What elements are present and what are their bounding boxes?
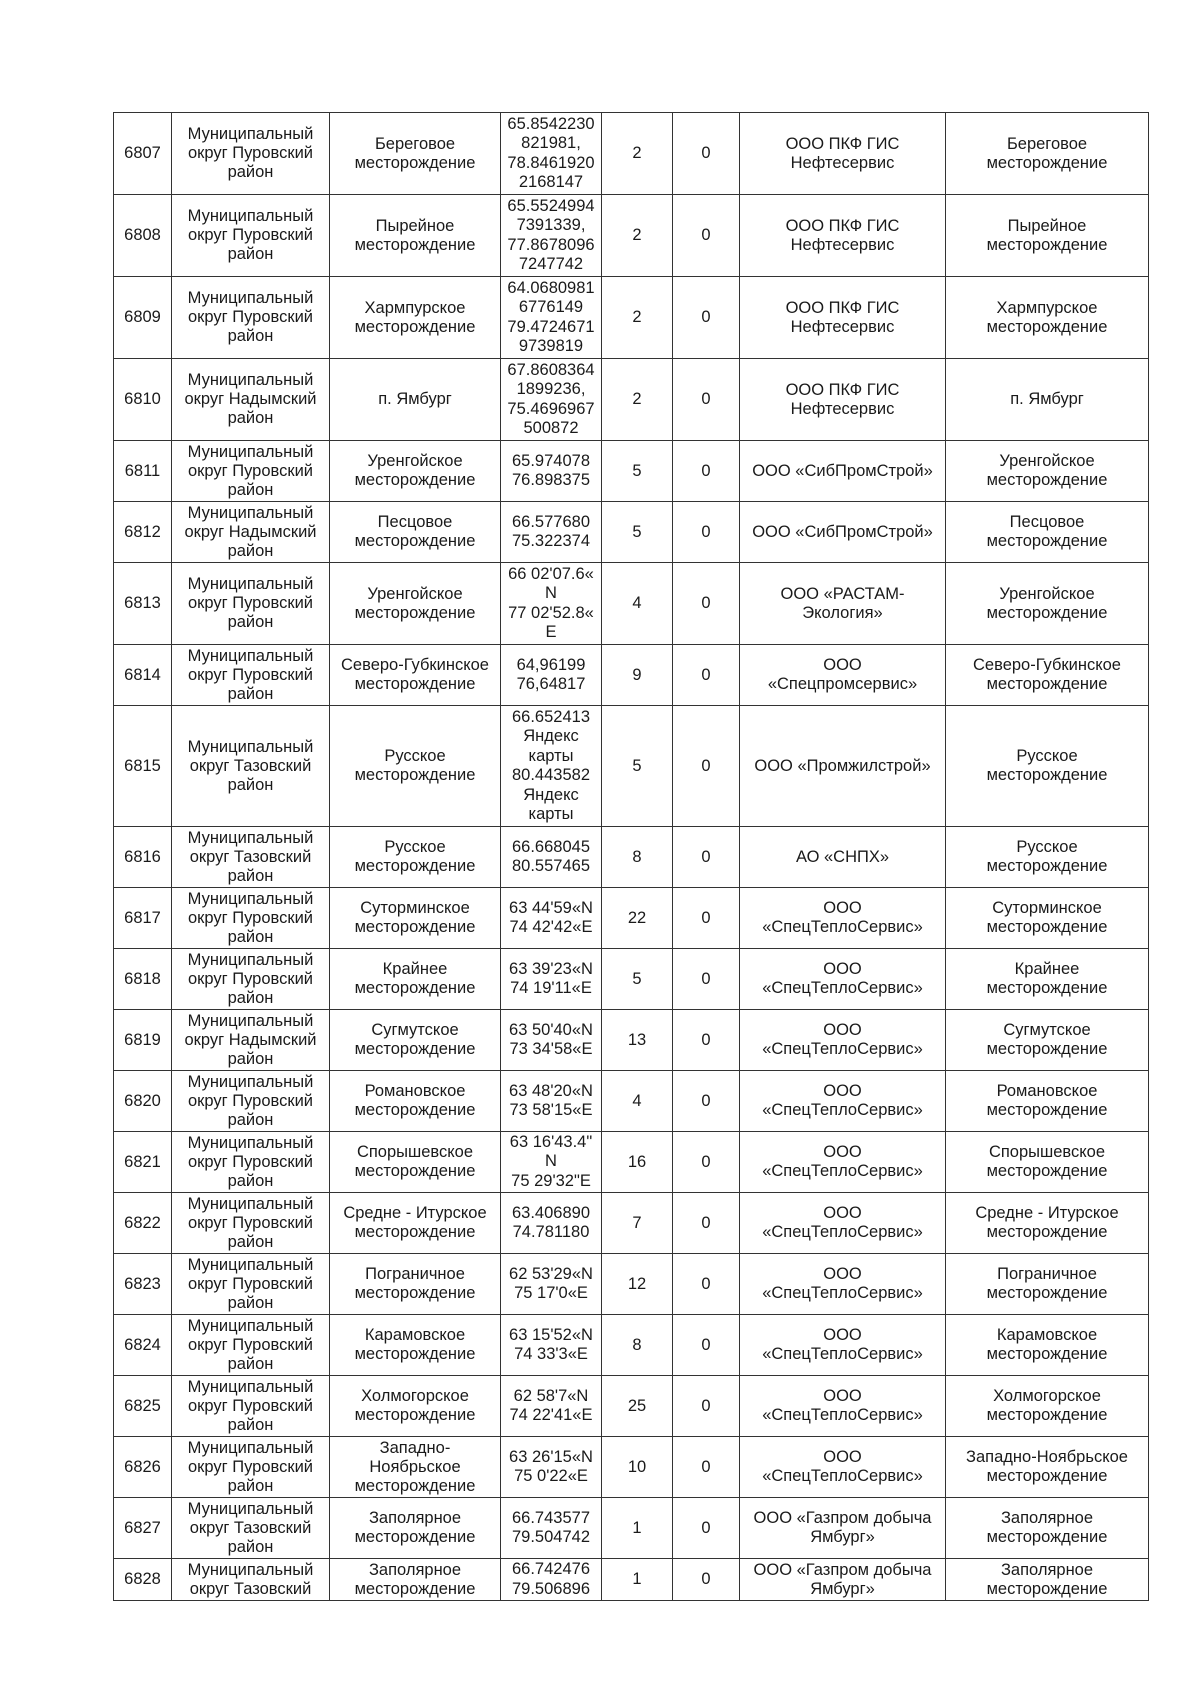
row-number: 6818 bbox=[114, 949, 172, 1010]
row-number: 6816 bbox=[114, 827, 172, 888]
coordinates-cell: 64,96199 76,64817 bbox=[501, 645, 602, 706]
place-name-cell: Уренгойское месторождение bbox=[946, 563, 1149, 645]
place-name-cell: Северо-Губкинское месторождение bbox=[946, 645, 1149, 706]
row-number: 6815 bbox=[114, 706, 172, 827]
district-cell: Муниципальный округ Пуровский район bbox=[172, 645, 330, 706]
zero-value-cell: 0 bbox=[673, 195, 740, 277]
count-cell: 13 bbox=[602, 1010, 673, 1071]
coordinates-cell: 63.406890 74.781180 bbox=[501, 1193, 602, 1254]
organization-cell: ООО «Промжилстрой» bbox=[740, 706, 946, 827]
zero-value-cell: 0 bbox=[673, 563, 740, 645]
place-name-cell: Русское месторождение bbox=[946, 706, 1149, 827]
site-name-cell: Крайнее месторождение bbox=[330, 949, 501, 1010]
site-name-cell: Сугмутское месторождение bbox=[330, 1010, 501, 1071]
organization-cell: ООО «СпецТеплоСервис» bbox=[740, 1315, 946, 1376]
row-number: 6826 bbox=[114, 1437, 172, 1498]
row-number: 6821 bbox=[114, 1132, 172, 1193]
organization-cell: ООО «СибПромСтрой» bbox=[740, 441, 946, 502]
zero-value-cell: 0 bbox=[673, 113, 740, 195]
district-cell: Муниципальный округ Надымский район bbox=[172, 359, 330, 441]
table-row bbox=[114, 949, 1149, 1010]
zero-value-cell: 0 bbox=[673, 827, 740, 888]
district-cell: Муниципальный округ Пуровский район bbox=[172, 888, 330, 949]
row-number: 6817 bbox=[114, 888, 172, 949]
organization-cell: ООО «СпецТеплоСервис» bbox=[740, 949, 946, 1010]
zero-value-cell: 0 bbox=[673, 645, 740, 706]
row-number: 6811 bbox=[114, 441, 172, 502]
row-number: 6810 bbox=[114, 359, 172, 441]
row-number: 6824 bbox=[114, 1315, 172, 1376]
district-cell: Муниципальный округ Пуровский район bbox=[172, 277, 330, 359]
site-name-cell: п. Ямбург bbox=[330, 359, 501, 441]
table-row bbox=[114, 645, 1149, 706]
zero-value-cell: 0 bbox=[673, 1498, 740, 1559]
row-number: 6828 bbox=[114, 1559, 172, 1601]
zero-value-cell: 0 bbox=[673, 359, 740, 441]
place-name-cell: Спорышевское месторождение bbox=[946, 1132, 1149, 1193]
table-row bbox=[114, 1437, 1149, 1498]
zero-value-cell: 0 bbox=[673, 277, 740, 359]
district-cell: Муниципальный округ Тазовский район bbox=[172, 1498, 330, 1559]
organization-cell: АО «СНПХ» bbox=[740, 827, 946, 888]
table-row bbox=[114, 1498, 1149, 1559]
table-row bbox=[114, 1010, 1149, 1071]
coordinates-cell: 62 53'29«N 75 17'0«E bbox=[501, 1254, 602, 1315]
district-cell: Муниципальный округ Пуровский район bbox=[172, 1437, 330, 1498]
site-name-cell: Пограничное месторождение bbox=[330, 1254, 501, 1315]
district-cell: Муниципальный округ Надымский район bbox=[172, 1010, 330, 1071]
table-row bbox=[114, 441, 1149, 502]
table-body bbox=[114, 113, 1149, 1601]
coordinates-cell: 64.0680981 6776149 79.4724671 9739819 bbox=[501, 277, 602, 359]
row-number: 6827 bbox=[114, 1498, 172, 1559]
zero-value-cell: 0 bbox=[673, 502, 740, 563]
table-row bbox=[114, 359, 1149, 441]
place-name-cell: Заполярное месторождение bbox=[946, 1559, 1149, 1601]
site-name-cell: Песцовое месторождение bbox=[330, 502, 501, 563]
coordinates-cell: 63 15'52«N 74 33'3«E bbox=[501, 1315, 602, 1376]
coordinates-cell: 66.743577 79.504742 bbox=[501, 1498, 602, 1559]
zero-value-cell: 0 bbox=[673, 1071, 740, 1132]
coordinates-cell: 63 48'20«N 73 58'15«E bbox=[501, 1071, 602, 1132]
organization-cell: ООО «СпецТеплоСервис» bbox=[740, 1193, 946, 1254]
coordinates-cell: 63 39'23«N 74 19'11«E bbox=[501, 949, 602, 1010]
place-name-cell: Холмогорское месторождение bbox=[946, 1376, 1149, 1437]
organization-cell: ООО «СибПромСтрой» bbox=[740, 502, 946, 563]
site-name-cell: Русское месторождение bbox=[330, 706, 501, 827]
district-cell: Муниципальный округ Тазовский район bbox=[172, 706, 330, 827]
coordinates-cell: 63 50'40«N 73 34'58«E bbox=[501, 1010, 602, 1071]
organization-cell: ООО «РАСТАМ- Экология» bbox=[740, 563, 946, 645]
organization-cell: ООО «Газпром добыча Ямбург» bbox=[740, 1498, 946, 1559]
site-name-cell: Русское месторождение bbox=[330, 827, 501, 888]
table-row bbox=[114, 1132, 1149, 1193]
count-cell: 5 bbox=[602, 949, 673, 1010]
organization-cell: ООО ПКФ ГИС Нефтесервис bbox=[740, 195, 946, 277]
count-cell: 5 bbox=[602, 502, 673, 563]
organization-cell: ООО «СпецТеплоСервис» bbox=[740, 1254, 946, 1315]
coordinates-cell: 66 02'07.6« N 77 02'52.8« E bbox=[501, 563, 602, 645]
district-cell: Муниципальный округ Пуровский район bbox=[172, 1193, 330, 1254]
zero-value-cell: 0 bbox=[673, 888, 740, 949]
table-row bbox=[114, 195, 1149, 277]
district-cell: Муниципальный округ Пуровский район bbox=[172, 1254, 330, 1315]
count-cell: 5 bbox=[602, 706, 673, 827]
site-name-cell: Карамовское месторождение bbox=[330, 1315, 501, 1376]
row-number: 6812 bbox=[114, 502, 172, 563]
district-cell: Муниципальный округ Пуровский район bbox=[172, 1376, 330, 1437]
zero-value-cell: 0 bbox=[673, 1010, 740, 1071]
site-name-cell: Береговое месторождение bbox=[330, 113, 501, 195]
district-cell: Муниципальный округ Пуровский район bbox=[172, 113, 330, 195]
site-name-cell: Уренгойское месторождение bbox=[330, 441, 501, 502]
coordinates-cell: 66.668045 80.557465 bbox=[501, 827, 602, 888]
count-cell: 4 bbox=[602, 563, 673, 645]
zero-value-cell: 0 bbox=[673, 1315, 740, 1376]
place-name-cell: Уренгойское месторождение bbox=[946, 441, 1149, 502]
row-number: 6809 bbox=[114, 277, 172, 359]
zero-value-cell: 0 bbox=[673, 1193, 740, 1254]
place-name-cell: Хармпурское месторождение bbox=[946, 277, 1149, 359]
count-cell: 25 bbox=[602, 1376, 673, 1437]
count-cell: 7 bbox=[602, 1193, 673, 1254]
table-row bbox=[114, 1376, 1149, 1437]
row-number: 6813 bbox=[114, 563, 172, 645]
count-cell: 2 bbox=[602, 359, 673, 441]
row-number: 6825 bbox=[114, 1376, 172, 1437]
zero-value-cell: 0 bbox=[673, 1376, 740, 1437]
district-cell: Муниципальный округ Пуровский район bbox=[172, 441, 330, 502]
site-name-cell: Пырейное месторождение bbox=[330, 195, 501, 277]
organization-cell: ООО «СпецТеплоСервис» bbox=[740, 888, 946, 949]
site-name-cell: Уренгойское месторождение bbox=[330, 563, 501, 645]
zero-value-cell: 0 bbox=[673, 949, 740, 1010]
place-name-cell: Романовское месторождение bbox=[946, 1071, 1149, 1132]
zero-value-cell: 0 bbox=[673, 1437, 740, 1498]
place-name-cell: Береговое месторождение bbox=[946, 113, 1149, 195]
place-name-cell: Песцовое месторождение bbox=[946, 502, 1149, 563]
row-number: 6822 bbox=[114, 1193, 172, 1254]
place-name-cell: Русское месторождение bbox=[946, 827, 1149, 888]
zero-value-cell: 0 bbox=[673, 1254, 740, 1315]
coordinates-cell: 65.974078 76.898375 bbox=[501, 441, 602, 502]
place-name-cell: Карамовское месторождение bbox=[946, 1315, 1149, 1376]
count-cell: 10 bbox=[602, 1437, 673, 1498]
place-name-cell: Средне - Итурское месторождение bbox=[946, 1193, 1149, 1254]
district-cell: Муниципальный округ Надымский район bbox=[172, 502, 330, 563]
row-number: 6823 bbox=[114, 1254, 172, 1315]
site-name-cell: Средне - Итурское месторождение bbox=[330, 1193, 501, 1254]
count-cell: 2 bbox=[602, 195, 673, 277]
count-cell: 8 bbox=[602, 827, 673, 888]
district-cell: Муниципальный округ Пуровский район bbox=[172, 1315, 330, 1376]
table-row bbox=[114, 1193, 1149, 1254]
table-row bbox=[114, 888, 1149, 949]
place-name-cell: Заполярное месторождение bbox=[946, 1498, 1149, 1559]
organization-cell: ООО ПКФ ГИС Нефтесервис bbox=[740, 277, 946, 359]
place-name-cell: Крайнее месторождение bbox=[946, 949, 1149, 1010]
coordinates-cell: 63 44'59«N 74 42'42«E bbox=[501, 888, 602, 949]
table-row bbox=[114, 827, 1149, 888]
table-row bbox=[114, 502, 1149, 563]
organization-cell: ООО «СпецТеплоСервис» bbox=[740, 1071, 946, 1132]
zero-value-cell: 0 bbox=[673, 1132, 740, 1193]
district-cell: Муниципальный округ Пуровский район bbox=[172, 1071, 330, 1132]
table-row bbox=[114, 1315, 1149, 1376]
site-name-cell: Суторминское месторождение bbox=[330, 888, 501, 949]
organization-cell: ООО «СпецТеплоСервис» bbox=[740, 1376, 946, 1437]
count-cell: 12 bbox=[602, 1254, 673, 1315]
site-name-cell: Северо-Губкинское месторождение bbox=[330, 645, 501, 706]
count-cell: 1 bbox=[602, 1559, 673, 1601]
district-cell: Муниципальный округ Пуровский район bbox=[172, 949, 330, 1010]
coordinates-cell: 65.5524994 7391339, 77.8678096 7247742 bbox=[501, 195, 602, 277]
organization-cell: ООО «Газпром добыча Ямбург» bbox=[740, 1559, 946, 1601]
coordinates-cell: 66.577680 75.322374 bbox=[501, 502, 602, 563]
district-cell: Муниципальный округ Пуровский район bbox=[172, 563, 330, 645]
coordinates-cell: 63 26'15«N 75 0'22«E bbox=[501, 1437, 602, 1498]
place-name-cell: Сугмутское месторождение bbox=[946, 1010, 1149, 1071]
district-cell: Муниципальный округ Пуровский район bbox=[172, 1132, 330, 1193]
site-name-cell: Хармпурское месторождение bbox=[330, 277, 501, 359]
zero-value-cell: 0 bbox=[673, 441, 740, 502]
count-cell: 8 bbox=[602, 1315, 673, 1376]
place-name-cell: Пограничное месторождение bbox=[946, 1254, 1149, 1315]
site-name-cell: Западно- Ноябрьское месторождение bbox=[330, 1437, 501, 1498]
coordinates-cell: 63 16'43.4" N 75 29'32"E bbox=[501, 1132, 602, 1193]
row-number: 6808 bbox=[114, 195, 172, 277]
table-row bbox=[114, 706, 1149, 827]
table-row bbox=[114, 1071, 1149, 1132]
count-cell: 22 bbox=[602, 888, 673, 949]
row-number: 6819 bbox=[114, 1010, 172, 1071]
table-row bbox=[114, 277, 1149, 359]
district-cell: Муниципальный округ Тазовский bbox=[172, 1559, 330, 1601]
zero-value-cell: 0 bbox=[673, 1559, 740, 1601]
site-name-cell: Спорышевское месторождение bbox=[330, 1132, 501, 1193]
count-cell: 16 bbox=[602, 1132, 673, 1193]
place-name-cell: Суторминское месторождение bbox=[946, 888, 1149, 949]
coordinates-cell: 62 58'7«N 74 22'41«E bbox=[501, 1376, 602, 1437]
row-number: 6814 bbox=[114, 645, 172, 706]
coordinates-cell: 65.8542230 821981, 78.8461920 2168147 bbox=[501, 113, 602, 195]
count-cell: 4 bbox=[602, 1071, 673, 1132]
zero-value-cell: 0 bbox=[673, 706, 740, 827]
organization-cell: ООО «СпецТеплоСервис» bbox=[740, 1010, 946, 1071]
coordinates-cell: 66.652413 Яндекс карты 80.443582 Яндекс карты bbox=[501, 706, 602, 827]
organization-cell: ООО «СпецТеплоСервис» bbox=[740, 1437, 946, 1498]
count-cell: 9 bbox=[602, 645, 673, 706]
place-name-cell: п. Ямбург bbox=[946, 359, 1149, 441]
coordinates-cell: 66.742476 79.506896 bbox=[501, 1559, 602, 1601]
table-row bbox=[114, 1254, 1149, 1315]
place-name-cell: Западно-Ноябрьское месторождение bbox=[946, 1437, 1149, 1498]
row-number: 6807 bbox=[114, 113, 172, 195]
count-cell: 2 bbox=[602, 113, 673, 195]
site-name-cell: Заполярное месторождение bbox=[330, 1559, 501, 1601]
table-row bbox=[114, 563, 1149, 645]
district-cell: Муниципальный округ Пуровский район bbox=[172, 195, 330, 277]
organization-cell: ООО ПКФ ГИС Нефтесервис bbox=[740, 113, 946, 195]
organization-cell: ООО «Спецпромсервис» bbox=[740, 645, 946, 706]
district-cell: Муниципальный округ Тазовский район bbox=[172, 827, 330, 888]
count-cell: 5 bbox=[602, 441, 673, 502]
objects-table bbox=[113, 112, 1149, 1601]
site-name-cell: Романовское месторождение bbox=[330, 1071, 501, 1132]
row-number: 6820 bbox=[114, 1071, 172, 1132]
organization-cell: ООО «СпецТеплоСервис» bbox=[740, 1132, 946, 1193]
table-row bbox=[114, 113, 1149, 195]
site-name-cell: Заполярное месторождение bbox=[330, 1498, 501, 1559]
count-cell: 2 bbox=[602, 277, 673, 359]
table-row bbox=[114, 1559, 1149, 1601]
organization-cell: ООО ПКФ ГИС Нефтесервис bbox=[740, 359, 946, 441]
count-cell: 1 bbox=[602, 1498, 673, 1559]
coordinates-cell: 67.8608364 1899236, 75.4696967 500872 bbox=[501, 359, 602, 441]
place-name-cell: Пырейное месторождение bbox=[946, 195, 1149, 277]
site-name-cell: Холмогорское месторождение bbox=[330, 1376, 501, 1437]
